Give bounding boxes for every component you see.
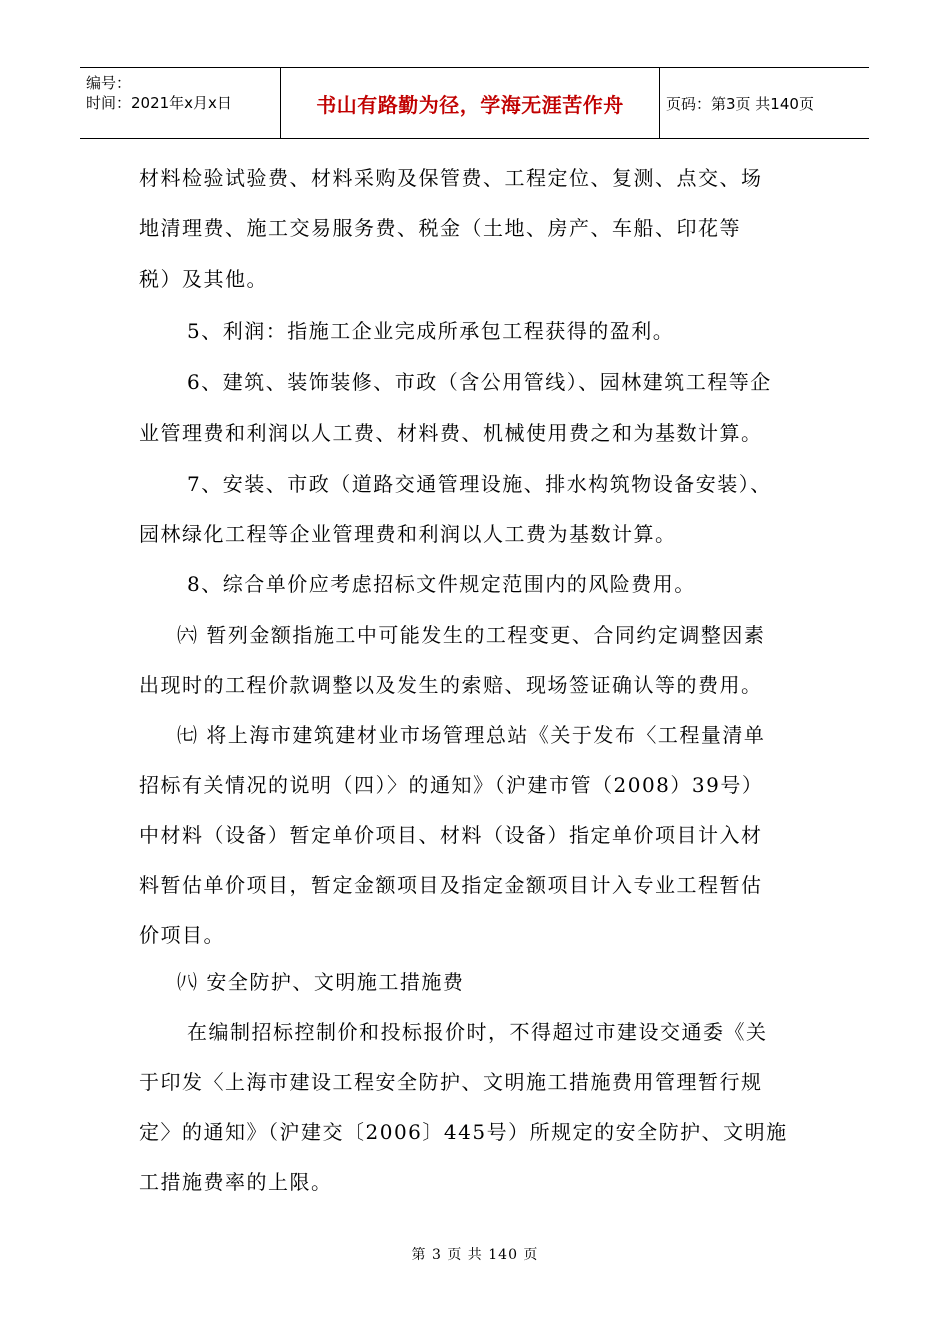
text-line: 定〉的通知》（沪建交〔2006〕445号）所规定的安全防护、文明施 bbox=[139, 1120, 788, 1144]
text-line: 工措施费率的上限。 bbox=[139, 1170, 333, 1194]
text-line: 料暂估单价项目，暂定金额项目及指定金额项目计入专业工程暂估 bbox=[139, 873, 763, 897]
text-line: 招标有关情况的说明（四）〉的通知》（沪建市管（2008）39号） bbox=[139, 773, 764, 797]
text-line: 7、安装、市政（道路交通管理设施、排水构筑物设备安装）、 bbox=[187, 472, 772, 496]
text-line: 业管理费和利润以人工费、材料费、机械使用费之和为基数计算。 bbox=[139, 421, 763, 445]
text-line: 5、利润：指施工企业完成所承包工程获得的盈利。 bbox=[187, 319, 675, 343]
number-label: 编号： bbox=[86, 74, 132, 92]
page-footer: 第 3 页 共 140 页 bbox=[411, 1247, 539, 1263]
text-line: ㈧ 安全防护、文明施工措施费 bbox=[177, 970, 465, 994]
text-line: ㈦ 将上海市建筑建材业市场管理总站《关于发布〈工程量清单 bbox=[177, 723, 766, 747]
text-line: 8、综合单价应考虑招标文件规定范围内的风险费用。 bbox=[187, 572, 696, 596]
text-line: 价项目。 bbox=[139, 923, 225, 947]
text-line: 于印发〈上海市建设工程安全防护、文明施工措施费用管理暂行规 bbox=[139, 1070, 763, 1094]
text-line: 园林绿化工程等企业管理费和利润以人工费为基数计算。 bbox=[139, 522, 677, 546]
text-line: 地清理费、施工交易服务费、税金（土地、房产、车船、印花等 bbox=[139, 216, 741, 240]
text-line: 6、建筑、装饰装修、市政（含公用管线）、园林建筑工程等企 bbox=[187, 370, 772, 394]
text-line: 出现时的工程价款调整以及发生的索赔、现场签证确认等的费用。 bbox=[139, 673, 763, 697]
header-motto-cell bbox=[281, 68, 660, 138]
text-line: 中材料（设备）暂定单价项目、材料（设备）指定单价项目计入材 bbox=[139, 823, 763, 847]
page-info: 页码：第3页 共140页 bbox=[666, 94, 814, 113]
header-meta-cell bbox=[80, 68, 281, 138]
motto-text: 书山有路勤为径，学海无涯苦作舟 bbox=[316, 92, 624, 117]
text-line: 税）及其他。 bbox=[139, 267, 268, 291]
time-label: 时间：2021年x月x日 bbox=[86, 94, 232, 112]
document-header bbox=[80, 67, 869, 139]
text-line: 在编制招标控制价和投标报价时，不得超过市建设交通委《关 bbox=[187, 1020, 768, 1044]
text-line: ㈥ 暂列金额指施工中可能发生的工程变更、合同约定调整因素 bbox=[177, 623, 766, 647]
text-line: 材料检验试验费、材料采购及保管费、工程定位、复测、点交、场 bbox=[139, 166, 763, 190]
